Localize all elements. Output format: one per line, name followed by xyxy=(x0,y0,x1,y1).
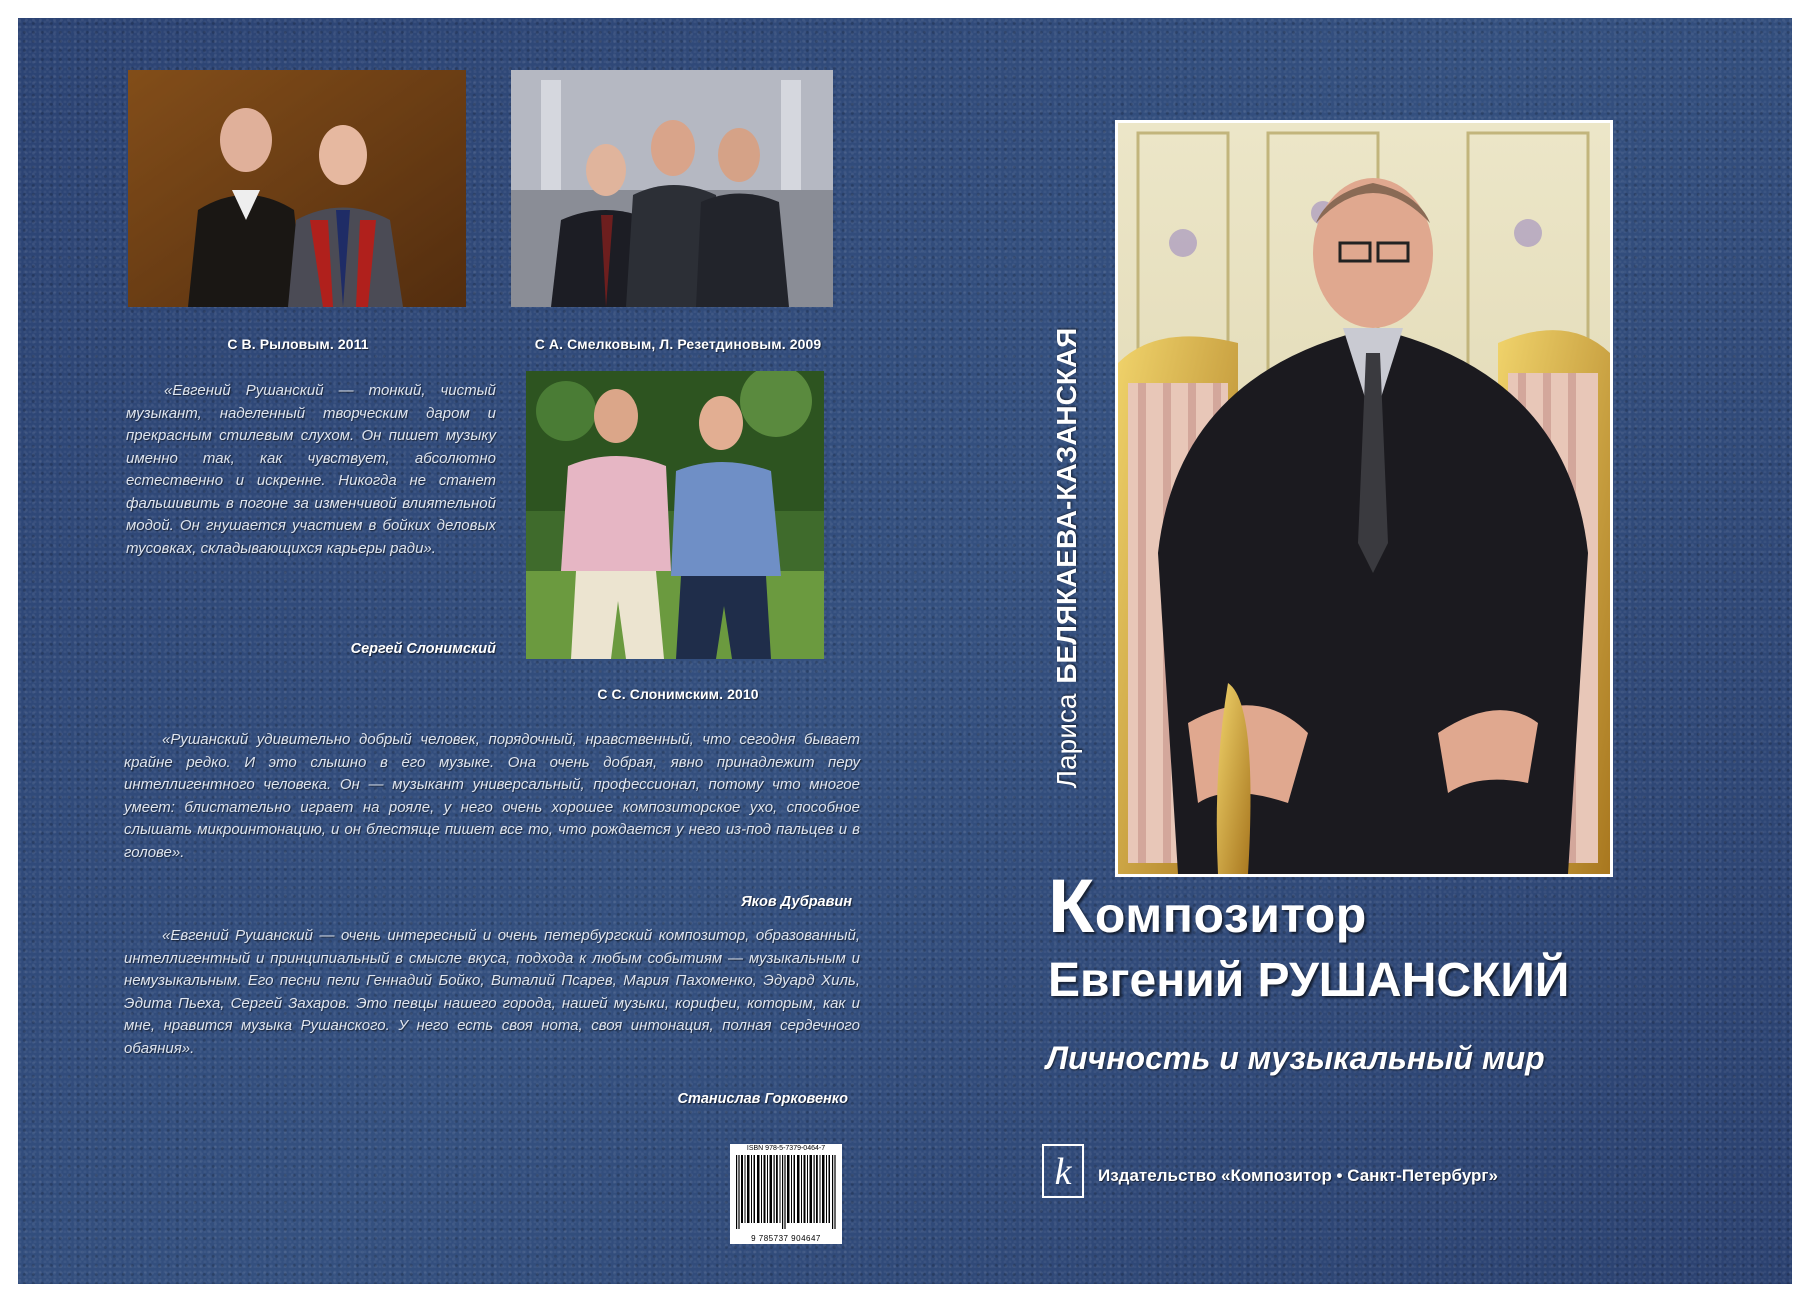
spine-author-last-name: БЕЛЯКАЕВА-КАЗАНСКАЯ xyxy=(1051,327,1082,684)
publisher-name: Издательство «Композитор • Санкт-Петербург» xyxy=(1098,1166,1498,1185)
quote-gorkovenko: «Евгений Рушанский — очень интересный и очень петербургский композитор, образованный, интеллигентный и принципиальный в смысле вкуса, подхода к любым событиям — музыкальным и немузыкальным. Его песни пели Геннадий Бойко, Виталий Псарев, Мария Пахоменко, Эдуард Хиль, Эдита Пьеха, Сергей Захаров. Это певцы нашего города, нашей музыки, корифеи, которым, как и мне, нравится музыка Рушанского. У него есть своя нота, своя интонация, полная сердечного обаяния». xyxy=(124,927,860,1057)
book-subtitle: Личность и музыкальный мир xyxy=(1046,1040,1545,1076)
book-title-line-2: Евгений РУШАНСКИЙ xyxy=(1048,954,1570,1007)
barcode-bars xyxy=(736,1155,836,1229)
photo-caption-smelkov: С А. Смелковым, Л. Резетдиновым. 2009 xyxy=(534,336,822,352)
isbn-barcode xyxy=(730,1144,842,1244)
spine-author-first-name: Лариса xyxy=(1051,693,1082,789)
photo-with-smelkov-rezetdinov xyxy=(511,70,833,307)
photo-caption-slonimsky: С С. Слонимским. 2010 xyxy=(597,686,759,702)
barcode-digits: 9 785737 904647 xyxy=(751,1234,821,1243)
book-title-line-1 xyxy=(1048,863,1367,950)
quote-slonimsky: «Евгений Рушанский — тонкий, чистый музыкант, наделенный творческим даром и прекрасным стилевым слухом. Он пишет музыку именно так, как чувствует, абсолютно естественно и искренне. Никогда не станет фальшивить в погоне за изменчивой влиятельной модой. Он гнушается участием в бойких деловых тусовках, складывающихся карьеры ради». xyxy=(126,382,496,557)
quote-author-slonimsky: Сергей Слонимский xyxy=(350,641,496,657)
quote-author-gorkovenko: Станислав Горковенко xyxy=(677,1091,848,1107)
quote-dubravin: «Рушанский удивительно добрый человек, порядочный, нравственный, что сегодня бывает крайне редко. И это слышно в его музыке. Она очень добрая, явно принадлежит перу интеллигентного человека. Он — музыкант универсальный, профессионал, потому что многое умеет: блистательно играет на рояле, у него очень хорошее композиторское ухо, способное слышать микроинтонацию, и он блестяще пишет все то, что рождается у него из-под пальцев и в голове». xyxy=(124,731,860,861)
photo-with-rylov xyxy=(128,70,466,307)
spine-author xyxy=(1051,328,1083,789)
photo-with-slonimsky xyxy=(526,371,824,659)
photo-caption-rylov: С В. Рыловым. 2011 xyxy=(227,336,369,352)
isbn-text: ISBN 978-5-7379-0464-7 xyxy=(746,1145,826,1152)
publisher-logo-icon xyxy=(1042,1144,1084,1198)
spine xyxy=(1046,298,1088,818)
quote-author-dubravin: Яков Дубравин xyxy=(741,894,852,910)
publisher-logo-letter: k xyxy=(1054,1151,1072,1193)
book-title-rest: омпозитор xyxy=(1094,887,1367,943)
book-cover xyxy=(18,18,1792,1284)
front-cover-portrait xyxy=(1115,120,1613,877)
book-title-initial: К xyxy=(1048,864,1095,949)
